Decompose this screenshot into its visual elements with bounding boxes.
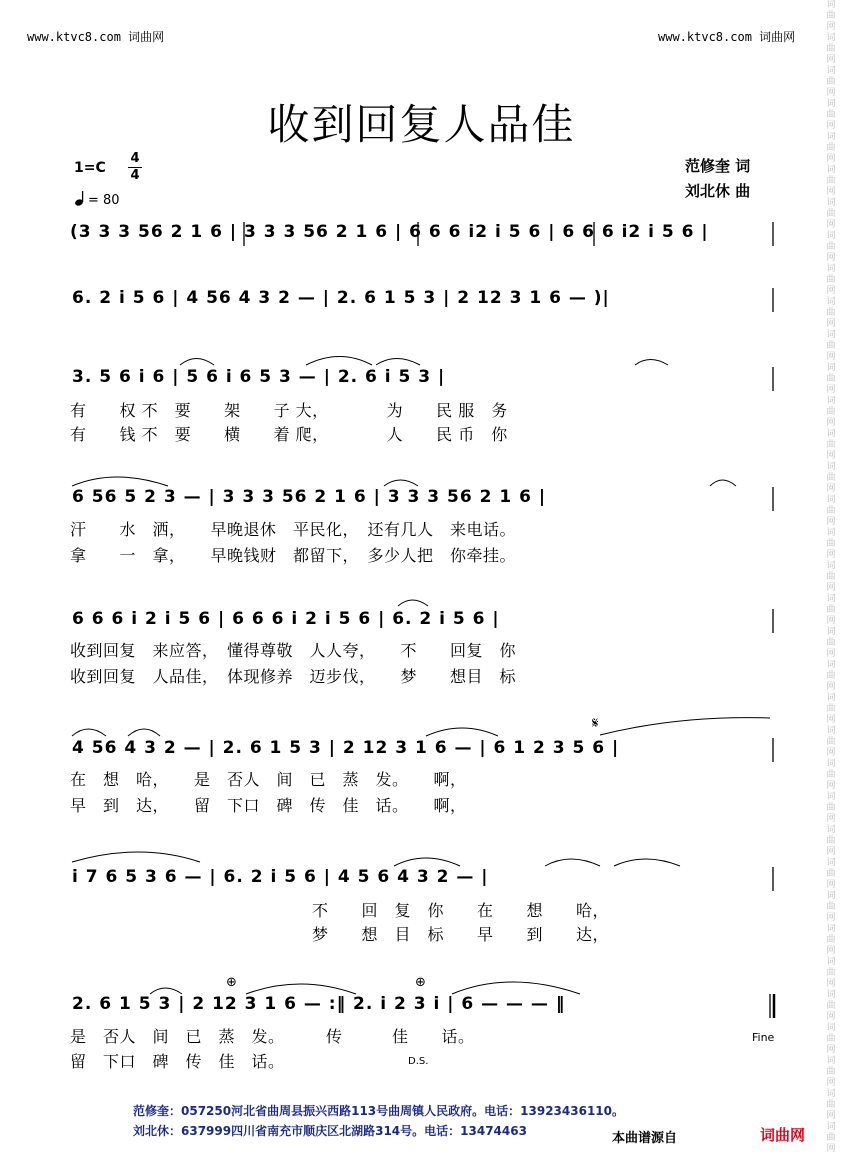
watermark-char: 词: [826, 561, 836, 571]
watermark-char: 词: [826, 462, 836, 472]
ds-marking: D.S.: [408, 1056, 429, 1067]
site-logo[interactable]: 词曲网: [760, 1126, 806, 1144]
watermark-char: 曲: [826, 77, 836, 87]
score-line-2: 6. 2 i 5 6 | 4 56 4 3 2 — | 2. 6 1 5 3 | 2 12 3 1 6 — )|: [72, 288, 610, 308]
tempo-marking: = 80: [88, 193, 120, 208]
watermark-char: 词: [826, 1122, 836, 1132]
watermark-char: 词: [826, 0, 836, 10]
watermark-char: 曲: [826, 704, 836, 714]
watermark-char: 曲: [826, 902, 836, 912]
watermark-char: 网: [826, 484, 836, 494]
watermark-char: 词: [826, 858, 836, 868]
watermark-char: 曲: [826, 11, 836, 21]
watermark-char: 词: [826, 924, 836, 934]
score-line-6: 4 56 4 3 2 — | 2. 6 1 5 3 | 2 12 3 1 6 — | 6 1 2 3 5 6 |: [72, 738, 620, 758]
footer-contact-2: 刘北休：637999四川省南充市顺庆区北湖路314号。电话：13474463: [133, 1124, 527, 1138]
watermark-char: 网: [826, 319, 836, 329]
watermark-char: 曲: [826, 143, 836, 153]
lyricist-credit: 范修奎 词: [685, 157, 751, 175]
watermark-char: 网: [826, 781, 836, 791]
watermark-char: 曲: [826, 308, 836, 318]
watermark-char: 网: [826, 682, 836, 692]
watermark-char: 词: [826, 825, 836, 835]
watermark-char: 网: [826, 517, 836, 527]
watermark-char: 词: [826, 330, 836, 340]
watermark-char: 词: [826, 429, 836, 439]
footer-contact-1: 范修奎：057250河北省曲周县振兴西路113号曲周镇人民政府。电话：13923436110。: [133, 1104, 624, 1118]
watermark-char: 词: [826, 1089, 836, 1099]
watermark-char: 曲: [826, 671, 836, 681]
watermark-char: 曲: [826, 605, 836, 615]
lyric-line-4b: 拿 一 拿， 早晚钱财 都留下， 多少人把 你牵挂。: [70, 546, 517, 565]
watermark-char: 曲: [826, 935, 836, 945]
lyric-line-5b: 收到回复 人品佳， 体现修养 迈步伐， 梦 想目 标: [70, 667, 517, 686]
watermark-char: 网: [826, 220, 836, 230]
key-signature: 1=C: [74, 160, 106, 176]
watermark-char: 词: [826, 165, 836, 175]
watermark-char: 曲: [826, 737, 836, 747]
watermark-char: 词: [826, 231, 836, 241]
watermark-char: 网: [826, 121, 836, 131]
watermark-char: 网: [826, 88, 836, 98]
watermark-char: 网: [826, 1045, 836, 1055]
side-watermark: [825, 0, 837, 1172]
watermark-char: 网: [826, 286, 836, 296]
watermark-char: 曲: [826, 374, 836, 384]
watermark-char: 词: [826, 660, 836, 670]
watermark-char: 曲: [826, 968, 836, 978]
lyric-line-3b: 有 钱 不 要 横 着 爬， 人 民 币 你: [70, 425, 508, 444]
watermark-char: 网: [826, 22, 836, 32]
lyric-line-7b: 梦 想 目 标 早 到 达，: [312, 925, 610, 944]
watermark-char: 曲: [826, 176, 836, 186]
watermark-char: 网: [826, 814, 836, 824]
lyric-line-7a: 不 回 复 你 在 想 哈，: [312, 901, 610, 920]
watermark-char: 曲: [826, 440, 836, 450]
watermark-char: 词: [826, 33, 836, 43]
watermark-char: 网: [826, 1012, 836, 1022]
coda-icon-2: ⊕: [415, 975, 426, 990]
watermark-char: 网: [826, 253, 836, 263]
score-line-4: 6 56 5 2 3 — | 3 3 3 56 2 1 6 | 3 3 3 56 2 1 6 |: [72, 487, 547, 507]
watermark-char: 词: [826, 99, 836, 109]
lyric-line-6a: 在 想 哈， 是 否人 间 已 蒸 发。 啊，: [70, 770, 467, 789]
watermark-char: 曲: [826, 506, 836, 516]
watermark-char: 词: [826, 528, 836, 538]
watermark-char: 网: [826, 418, 836, 428]
watermark-char: 曲: [826, 1133, 836, 1143]
watermark-char: 网: [826, 187, 836, 197]
watermark-char: 曲: [826, 1001, 836, 1011]
watermark-char: 网: [826, 649, 836, 659]
watermark-char: 网: [826, 550, 836, 560]
watermark-char: 词: [826, 396, 836, 406]
watermark-char: 网: [826, 1144, 836, 1154]
lyric-line-8b: 留 下口 碑 传 佳 话。: [70, 1052, 285, 1071]
watermark-char: 曲: [826, 1067, 836, 1077]
watermark-char: 网: [826, 55, 836, 65]
watermark-char: 词: [826, 891, 836, 901]
watermark-char: 词: [826, 1056, 836, 1066]
watermark-char: 网: [826, 451, 836, 461]
watermark-char: 曲: [826, 770, 836, 780]
segno-icon: 𝄋: [592, 714, 599, 732]
watermark-char: 网: [826, 154, 836, 164]
watermark-char: 网: [826, 385, 836, 395]
watermark-char: 词: [826, 363, 836, 373]
score-line-5: 6 6 6 i 2 i 5 6 | 6 6 6 i 2 i 5 6 | 6. 2 i 5 6 |: [72, 609, 500, 629]
site-url-left[interactable]: www.ktvc8.com 词曲网: [27, 30, 165, 44]
watermark-char: 网: [826, 847, 836, 857]
watermark-char: 词: [826, 132, 836, 142]
watermark-char: 曲: [826, 638, 836, 648]
watermark-char: 曲: [826, 242, 836, 252]
watermark-char: 曲: [826, 341, 836, 351]
watermark-char: 网: [826, 946, 836, 956]
watermark-char: 网: [826, 913, 836, 923]
watermark-char: 曲: [826, 275, 836, 285]
watermark-char: 词: [826, 990, 836, 1000]
watermark-char: 网: [826, 352, 836, 362]
score-line-7: i 7 6 5 3 6 — | 6. 2 i 5 6 | 4 5 6 4 3 2 — |: [72, 867, 489, 887]
watermark-char: 曲: [826, 539, 836, 549]
source-label: 本曲谱源自: [612, 1131, 678, 1146]
watermark-char: 曲: [826, 44, 836, 54]
watermark-char: 网: [826, 715, 836, 725]
lyric-line-6b: 早 到 达， 留 下口 碑 传 佳 话。 啊，: [70, 796, 467, 815]
watermark-char: 曲: [826, 1100, 836, 1110]
watermark-char: 网: [826, 748, 836, 758]
time-sig-bottom: 4: [130, 168, 140, 183]
score-line-3: 3. 5 6 i 6 | 5 6 i 6 5 3 — | 2. 6 i 5 3 |: [72, 367, 446, 387]
watermark-char: 词: [826, 297, 836, 307]
watermark-char: 网: [826, 880, 836, 890]
watermark-char: 词: [826, 726, 836, 736]
lyric-line-8a: 是 否人 间 已 蒸 发。 传 佳 话。: [70, 1027, 475, 1046]
fine-marking: Fine: [752, 1031, 775, 1044]
watermark-char: 词: [826, 198, 836, 208]
watermark-char: 曲: [826, 803, 836, 813]
watermark-char: 词: [826, 495, 836, 505]
score-line-1: (3 3 3 56 2 1 6 | 3 3 3 56 2 1 6 | 6 6 6 i2 i 5 6 | 6 6 6 i2 i 5 6 |: [70, 222, 709, 242]
watermark-char: 词: [826, 66, 836, 76]
watermark-char: 词: [826, 594, 836, 604]
lyric-line-5a: 收到回复 来应答， 懂得尊敬 人人夸， 不 回复 你: [70, 641, 517, 660]
watermark-char: 词: [826, 759, 836, 769]
watermark-char: 曲: [826, 110, 836, 120]
watermark-char: 网: [826, 583, 836, 593]
score-line-8: 2. 6 1 5 3 | 2 12 3 1 6 — :‖ 2. i 2 3 i | 6 — — — ‖: [72, 994, 566, 1014]
song-title: 收到回复人品佳: [267, 100, 576, 149]
site-url-right[interactable]: www.ktvc8.com 词曲网: [658, 30, 796, 44]
watermark-char: 词: [826, 627, 836, 637]
watermark-char: 曲: [826, 572, 836, 582]
watermark-char: 网: [826, 1111, 836, 1121]
time-signature: [128, 152, 142, 183]
watermark-char: 网: [826, 979, 836, 989]
watermark-char: 网: [826, 1078, 836, 1088]
lyric-line-3a: 有 权 不 要 架 子 大， 为 民 服 务: [70, 401, 508, 420]
quarter-note-icon: [74, 190, 88, 206]
watermark-char: 曲: [826, 407, 836, 417]
watermark-char: 曲: [826, 473, 836, 483]
watermark-char: 词: [826, 792, 836, 802]
watermark-char: 曲: [826, 836, 836, 846]
composer-credit: 刘北休 曲: [685, 182, 751, 200]
watermark-char: 网: [826, 616, 836, 626]
watermark-char: 曲: [826, 209, 836, 219]
watermark-char: 词: [826, 264, 836, 274]
watermark-char: 词: [826, 1023, 836, 1033]
watermark-char: 词: [826, 693, 836, 703]
watermark-char: 曲: [826, 869, 836, 879]
watermark-char: 词: [826, 957, 836, 967]
time-sig-top: 4: [130, 151, 140, 166]
coda-icon: ⊕: [226, 975, 237, 990]
lyric-line-4a: 汗 水 洒， 早晚退休 平民化， 还有几人 来电话。: [70, 520, 517, 539]
watermark-char: 曲: [826, 1034, 836, 1044]
